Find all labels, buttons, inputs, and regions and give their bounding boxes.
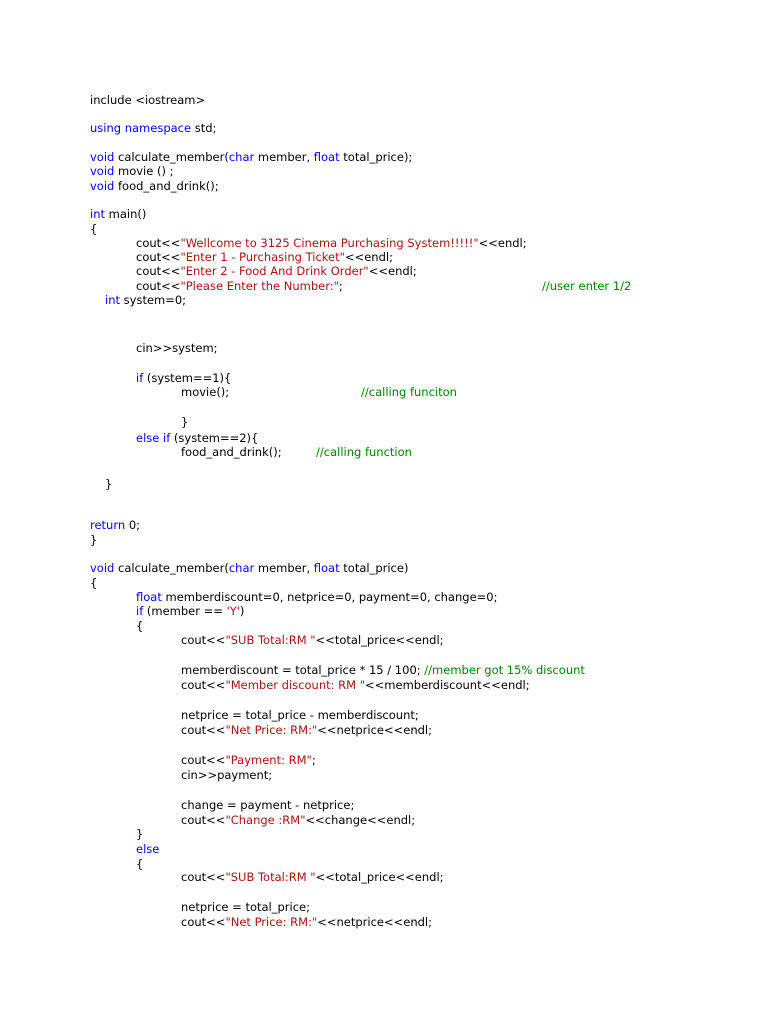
code-line [136,250,393,265]
code-line [90,222,97,237]
code-line [181,385,229,400]
code-line [90,164,173,179]
string-literal: "Change :RM" [225,813,306,827]
code-text: cout<< [181,915,226,929]
code-text: cout<< [181,723,226,737]
code-text: <<total_price<<endl; [315,870,444,884]
keyword-token: void [90,150,115,164]
code-text: main() [105,207,147,221]
code-text: ) [239,604,245,618]
code-text: } [181,415,189,429]
keyword-token: float [313,150,340,164]
string-literal: "Enter 1 - Purchasing Ticket" [180,250,345,264]
code-text: food_and_drink(); [181,445,282,459]
string-literal: "Payment: RM" [225,753,312,767]
code-line [136,279,343,294]
code-line [105,477,112,492]
code-text: food_and_drink(); [114,179,219,193]
code-text: <<memberdiscount<<endl; [365,678,530,692]
code-comment: //calling function [316,445,412,459]
code-text: <<endl; [478,236,527,250]
code-line [181,915,432,930]
code-text: cout<< [181,678,226,692]
code-line [136,371,231,386]
string-literal: "Please Enter the Number:" [180,279,339,293]
keyword-token: char [228,561,255,575]
code-line [181,798,354,813]
keyword-token: int [90,207,105,221]
code-line [181,753,316,768]
code-text: cout<< [136,236,181,250]
code-line [136,842,159,857]
code-line [90,207,146,222]
code-text: <<endl; [344,250,393,264]
code-line [136,857,143,872]
code-text: netprice = total_price - memberdiscount; [181,708,419,722]
code-text: cout<< [181,813,226,827]
keyword-token: void [90,561,115,575]
keyword-token: return [90,518,126,532]
code-line [90,533,97,548]
code-text: cout<< [181,753,226,767]
code-line [136,431,258,446]
code-text: total_price); [339,150,413,164]
code-text: { [90,222,98,236]
code-text: change = payment - netprice; [181,798,355,812]
code-text: member, [254,150,314,164]
code-text: cout<< [136,279,181,293]
keyword-token: char [228,150,255,164]
code-text: cout<< [181,870,226,884]
code-line [90,150,412,165]
code-line [181,900,310,915]
code-text: cin>>system; [136,341,218,355]
code-text: <<endl; [368,264,417,278]
code-line [181,445,282,460]
code-text: { [136,857,144,871]
keyword-token: void [90,164,115,178]
string-literal: "Net Price: RM:" [225,723,318,737]
keyword-token: float [136,590,162,604]
code-text: <<change<<endl; [305,813,416,827]
code-text: total_price) [339,561,409,575]
string-literal: "SUB Total:RM " [225,870,316,884]
code-line [136,604,244,619]
code-line [136,341,218,356]
keyword-token: void [90,179,115,193]
code-text: memberdiscount=0, netprice=0, payment=0, change=0; [161,590,498,604]
code-line [90,179,219,194]
code-text: calculate_member( [114,150,229,164]
string-literal: 'Y' [226,604,240,618]
code-text: calculate_member( [114,561,229,575]
string-literal: "Wellcome to 3125 Cinema Purchasing System!!!!!" [180,236,479,250]
code-line [136,236,527,251]
code-text: (system==1){ [143,371,232,385]
code-text: std; [191,121,217,135]
code-text: <<total_price<<endl; [315,633,444,647]
code-text: ; [311,753,316,767]
code-text: include <iostream> [90,93,206,107]
code-text: 0; [125,518,141,532]
code-line [90,93,205,108]
code-text: } [105,477,113,491]
code-line [105,293,186,308]
code-text: cin>>payment; [181,768,273,782]
code-line [181,768,272,783]
code-line [136,619,143,634]
string-literal: "Enter 2 - Food And Drink Order" [180,264,369,278]
code-text: (member == [143,604,227,618]
keyword-token: if [136,604,144,618]
code-line [542,279,631,294]
keyword-token: int [105,293,120,307]
code-comment: //calling funciton [361,385,457,399]
code-text: ; [338,279,343,293]
code-text: movie () ; [114,164,174,178]
code-text: netprice = total_price; [181,900,310,914]
keyword-token: else [136,842,160,856]
code-text: <<netprice<<endl; [317,915,433,929]
code-line [136,590,497,605]
code-comment: //user enter 1/2 [542,279,632,293]
code-line [90,576,97,591]
code-line [90,121,216,136]
code-line [181,633,444,648]
code-line [181,723,432,738]
code-text: cout<< [136,264,181,278]
code-comment: //member got 15% discount [424,663,585,677]
code-line [181,870,444,885]
code-line [181,663,585,678]
code-line [181,415,188,430]
code-line [361,385,457,400]
code-line [181,813,415,828]
code-text: <<netprice<<endl; [317,723,433,737]
code-line [181,708,419,723]
string-literal: "SUB Total:RM " [225,633,316,647]
code-text: cout<< [181,633,226,647]
code-text: cout<< [136,250,181,264]
code-line [90,561,408,576]
code-text: } [90,533,98,547]
keyword-token: if [136,371,144,385]
string-literal: "Member discount: RM " [225,678,366,692]
code-text: } [136,827,144,841]
code-text: { [90,576,98,590]
code-line [181,678,530,693]
keyword-token: else if [136,431,171,445]
code-line [136,264,417,279]
code-line [136,827,143,842]
code-text: member, [254,561,314,575]
code-text: (system==2){ [170,431,259,445]
code-text: { [136,619,144,633]
code-text: system=0; [120,293,187,307]
keyword-token: float [313,561,340,575]
code-line [316,445,412,460]
keyword-token: using namespace [90,121,192,135]
string-literal: "Net Price: RM:" [225,915,318,929]
code-line [90,518,140,533]
code-text: memberdiscount = total_price * 15 / 100; [181,663,425,677]
code-text: movie(); [181,385,230,399]
